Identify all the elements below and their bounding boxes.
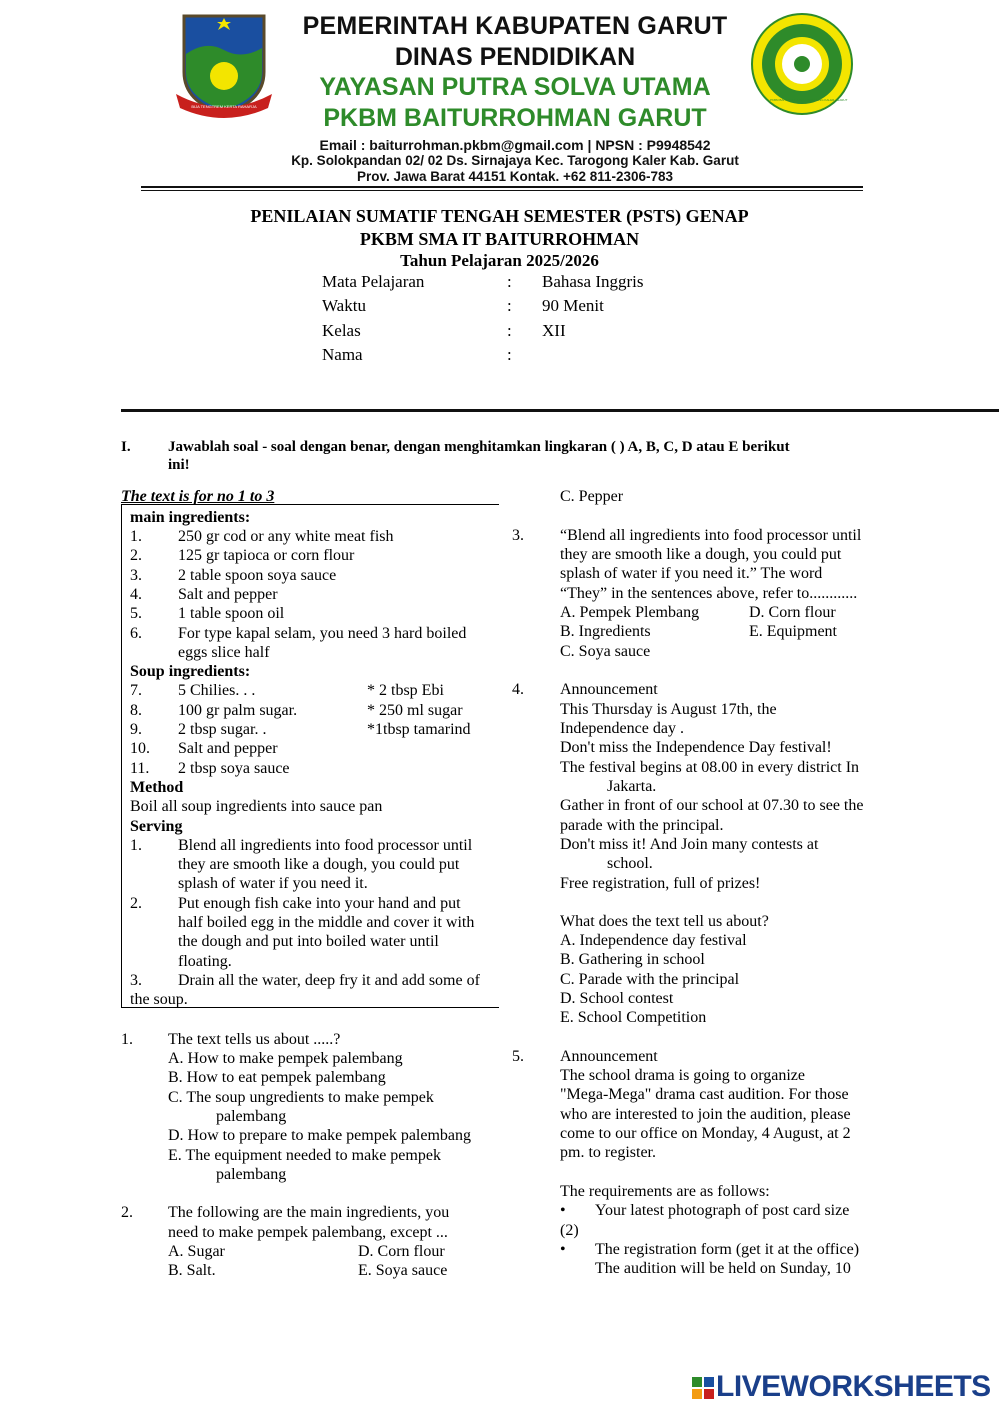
recipe-item-number: 3. (130, 567, 142, 584)
recipe-item-number: 7. (130, 682, 142, 699)
recipe-item: 100 gr palm sugar. (178, 702, 298, 719)
recipe-item-number: 1. (130, 528, 142, 545)
serving-step-line: floating. (178, 953, 232, 970)
serving-step-line: Drain all the water, deep fry it and add some of (178, 972, 480, 989)
section-instruction-cont: ini! (168, 457, 190, 473)
serving-step-line: they are smooth like a dough, you could put (178, 856, 460, 873)
option-d[interactable]: D. School contest (560, 990, 674, 1007)
recipe-item: 2 table spoon soya sauce (178, 567, 337, 584)
recipe-item: Salt and pepper (178, 740, 278, 757)
recipe-caption: The text is for no 1 to 3 (121, 488, 275, 505)
recipe-item-number: 9. (130, 721, 142, 738)
requirement-item: Your latest photograph of post card size (595, 1202, 850, 1219)
option-b[interactable]: B. Gathering in school (560, 951, 705, 968)
announcement-line: The school drama is going to organize (560, 1067, 805, 1084)
option-c-cont: palembang (216, 1108, 287, 1125)
announcement-line: school. (607, 855, 653, 872)
option-e[interactable]: E. Soya sauce (358, 1262, 448, 1279)
info-label: Waktu (322, 296, 366, 315)
announcement-line: pm. to register. (560, 1144, 656, 1161)
option-d[interactable]: D. Corn flour (358, 1243, 445, 1260)
announcement-line: Jakarta. (607, 778, 657, 795)
question-stem: “Blend all ingredients into food processor until (560, 527, 862, 544)
question-stem: The text tells us about .....? (168, 1031, 341, 1048)
option-a[interactable]: A. Independence day festival (560, 932, 747, 949)
right-logo (750, 12, 854, 116)
header-address: Kp. Solokpandan 02/ 02 Ds. Sirnajaya Kec. Tarogong Kaler Kab. Garut (291, 153, 739, 168)
option-e[interactable]: E. Equipment (749, 623, 837, 640)
question-stem: they are smooth like a dough, you could put (560, 546, 842, 563)
requirements-heading: The requirements are as follows: (560, 1183, 770, 1200)
recipe-item: 250 gr cod or any white meat fish (178, 528, 394, 545)
section-instruction: Jawablah soal - soal dengan benar, dengan menghitamkan lingkaran ( ) A, B, C, D atau E berikut (168, 439, 790, 455)
announcement-line: Don't miss it! And Join many contests at (560, 836, 819, 853)
question-number: 2. (121, 1204, 133, 1221)
header-line-3: YAYASAN PUTRA SOLVA UTAMA (319, 73, 711, 101)
option-c[interactable]: C. The soup ungredients to make pempek (168, 1089, 434, 1106)
option-e[interactable]: E. School Competition (560, 1009, 707, 1026)
recipe-item-number: 6. (130, 625, 142, 642)
requirement-item: The audition will be held on Sunday, 10 (595, 1260, 851, 1277)
announcement-line: Don't miss the Independence Day festival! (560, 739, 832, 756)
announcement-line: Announcement (560, 1048, 658, 1065)
recipe-item-number: 8. (130, 702, 142, 719)
recipe-item-number: 2. (130, 547, 142, 564)
method-text: Boil all soup ingredients into sauce pan (130, 798, 383, 815)
announcement-line: parade with the principal. (560, 817, 724, 834)
info-label: Nama (322, 345, 363, 364)
info-label: Kelas (322, 321, 361, 340)
recipe-item-number: 11. (130, 760, 150, 777)
main-ingredients-heading: main ingredients: (130, 509, 251, 526)
info-colon: : (507, 296, 512, 315)
requirement-item: The registration form (get it at the office) (595, 1241, 860, 1258)
option-c[interactable]: C. Parade with the principal (560, 971, 740, 988)
recipe-item: For type kapal selam, you need 3 hard boiled (178, 625, 467, 642)
question-number: 5. (512, 1048, 524, 1065)
bullet: • (560, 1241, 566, 1258)
academic-year: Tahun Pelajaran 2025/2026 (400, 251, 599, 270)
header-line-2: DINAS PENDIDIKAN (394, 43, 636, 71)
right-logo-text: PKBM BAITURROHMAN · TAROGONG KALER · GARUT (770, 98, 848, 102)
option-b[interactable]: B. Salt. (168, 1262, 216, 1279)
section-roman: I. (121, 439, 131, 455)
recipe-item: 125 gr tapioca or corn flour (178, 547, 355, 564)
announcement-line: who are interested to join the audition, please (560, 1106, 851, 1123)
announcement-line: Gather in front of our school at 07.30 to see the (560, 797, 864, 814)
requirement-item-cont: (2) (560, 1222, 579, 1239)
announcement-line: Free registration, full of prizes! (560, 875, 761, 892)
serving-step-number: 3. (130, 972, 142, 989)
serving-step-number: 2. (130, 895, 142, 912)
announcement-line: "Mega-Mega" drama cast audition. For those (560, 1086, 849, 1103)
question-number: 4. (512, 681, 524, 698)
option-c[interactable]: C. Soya sauce (560, 643, 651, 660)
recipe-item-extra: * 2 tbsp Ebi (367, 682, 444, 699)
header-divider (141, 186, 863, 188)
recipe-item: 5 Chilies. . . (178, 682, 256, 699)
exam-title: PENILAIAN SUMATIF TENGAH SEMESTER (PSTS) GENAP (250, 206, 749, 226)
question-stem: What does the text tell us about? (560, 913, 769, 930)
school-title: PKBM SMA IT BAITURROHMAN (359, 229, 640, 249)
announcement-line: The festival begins at 08.00 in every district In (560, 759, 860, 776)
method-heading: Method (130, 779, 184, 796)
option-b[interactable]: B. How to eat pempek palembang (168, 1069, 386, 1086)
recipe-item: Salt and pepper (178, 586, 278, 603)
bullet: • (560, 1202, 566, 1219)
option-e-cont: palembang (216, 1166, 287, 1183)
serving-step-line: splash of water if you need it. (178, 875, 368, 892)
recipe-item: 2 tbsp soya sauce (178, 760, 290, 777)
recipe-item-number: 5. (130, 605, 142, 622)
question-stem: The following are the main ingredients, you (168, 1204, 450, 1221)
option-c[interactable]: C. Pepper (560, 488, 624, 505)
info-value: 90 Menit (542, 296, 604, 315)
left-logo-ribbon: BIJA TENGTREM KERTA RAHARJA (191, 104, 257, 109)
option-a[interactable]: A. Pempek Plembang (560, 604, 700, 621)
header-divider-thin (141, 190, 863, 191)
recipe-item: 2 tbsp sugar. . (178, 721, 267, 738)
info-value: XII (542, 321, 566, 340)
header-email-npsn: Email : baiturrohman.pkbm@gmail.com | NPSN : P9948542 (319, 137, 711, 153)
recipe-item: 1 table spoon oil (178, 605, 285, 622)
serving-step-line: the soup. (130, 991, 188, 1008)
serving-step-line: Blend all ingredients into food processor until (178, 837, 473, 854)
left-logo (172, 10, 276, 120)
option-a[interactable]: A. Sugar (168, 1243, 225, 1260)
question-number: 3. (512, 527, 524, 544)
recipe-item-number: 4. (130, 586, 142, 603)
serving-step-line: Put enough fish cake into your hand and put (178, 895, 461, 912)
serving-step-number: 1. (130, 837, 142, 854)
liveworksheets-watermark: LIVEWORKSHEETS (716, 1370, 991, 1403)
option-e[interactable]: E. The equipment needed to make pempek (168, 1147, 441, 1164)
announcement-line: come to our office on Monday, 4 August, at 2 (560, 1125, 851, 1142)
info-colon: : (507, 321, 512, 340)
question-stem-cont: need to make pempek palembang, except ... (168, 1224, 448, 1241)
announcement-line: Independence day . (560, 720, 684, 737)
serving-step-line: half boiled egg in the middle and cover it with (178, 914, 475, 931)
recipe-item-extra: *1tbsp tamarind (367, 721, 471, 738)
info-colon: : (507, 345, 512, 364)
option-d[interactable]: D. How to prepare to make pempek palembang (168, 1127, 472, 1144)
option-b[interactable]: B. Ingredients (560, 623, 651, 640)
option-a[interactable]: A. How to make pempek palembang (168, 1050, 403, 1067)
recipe-item-cont: eggs slice half (178, 644, 270, 661)
info-colon: : (507, 272, 512, 291)
question-number: 1. (121, 1031, 133, 1048)
option-d[interactable]: D. Corn flour (749, 604, 836, 621)
header-province: Prov. Jawa Barat 44151 Kontak. +62 811-2306-783 (356, 169, 674, 184)
recipe-item-number: 10. (130, 740, 150, 757)
serving-step-line: the dough and put into boiled water until (178, 933, 439, 950)
liveworksheets-logo-icon (692, 1377, 714, 1399)
question-stem: “They” in the sentences above, refer to............ (560, 585, 858, 602)
name-field[interactable] (542, 345, 842, 365)
announcement-line: Announcement (560, 681, 658, 698)
info-value: Bahasa Inggris (542, 272, 644, 291)
question-stem: splash of water if you need it.” The word (560, 565, 823, 582)
soup-ingredients-heading: Soup ingredients: (130, 663, 251, 680)
section-divider (121, 409, 999, 412)
announcement-line: This Thursday is August 17th, the (560, 701, 777, 718)
info-label: Mata Pelajaran (322, 272, 425, 291)
header-line-4: PKBM BAITURROHMAN GARUT (323, 104, 707, 132)
serving-heading: Serving (130, 818, 183, 835)
header-line-1: PEMERINTAH KABUPATEN GARUT (302, 12, 728, 40)
recipe-item-extra: * 250 ml sugar (367, 702, 463, 719)
